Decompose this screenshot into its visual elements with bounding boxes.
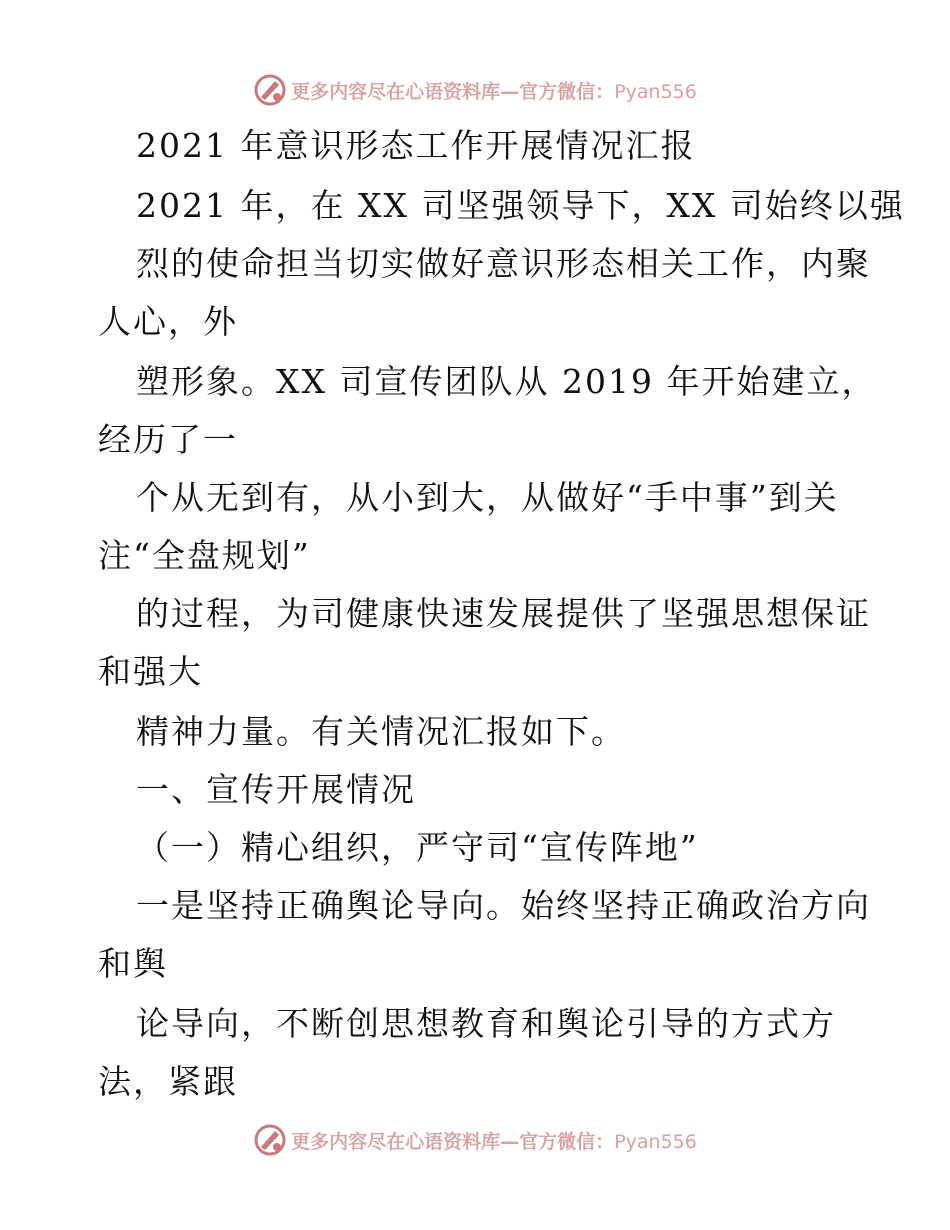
watermark-separator: —官方微信： <box>500 1130 615 1153</box>
paragraph-line: 塑形象。XX 司宣传团队从 2019 年开始建立， <box>136 362 877 401</box>
paragraph-line: 烈的使命担当切实做好意识形态相关工作，内聚 <box>136 244 871 283</box>
watermark-account: Pyan556 <box>614 80 697 103</box>
watermark-title: 更多内容尽在心语资料库 <box>291 80 501 103</box>
paragraph-line: 和强大 <box>98 652 203 691</box>
section-heading: 一、宣传开展情况 <box>136 770 416 809</box>
paragraph-line: 一是坚持正确舆论导向。始终坚持正确政治方向 <box>136 886 871 925</box>
paragraph-line: 2021 年，在 XX 司坚强领导下，XX 司始终以强 <box>136 186 905 225</box>
paragraph-line: 精神力量。有关情况汇报如下。 <box>136 712 626 751</box>
watermark-text <box>291 1127 697 1154</box>
pen-seal-logo-icon <box>253 1123 287 1157</box>
paragraph-line: 个从无到有，从小到大，从做好“手中事”到关 <box>136 478 839 517</box>
paragraph-line: 法，紧跟 <box>98 1062 238 1101</box>
paragraph-line: 经历了一 <box>98 420 238 459</box>
paragraph-line: 论导向，不断创思想教育和舆论引导的方式方 <box>136 1004 836 1043</box>
watermark-separator: —官方微信： <box>500 80 615 103</box>
paragraph-line: 的过程，为司健康快速发展提供了坚强思想保证 <box>136 594 871 633</box>
watermark-account: Pyan556 <box>614 1130 697 1153</box>
paragraph-line: 和舆 <box>98 944 168 983</box>
paragraph-line: 人心，外 <box>98 302 238 341</box>
footer-watermark <box>0 1120 950 1160</box>
document-title: 2021 年意识形态工作开展情况汇报 <box>136 126 696 165</box>
watermark-title: 更多内容尽在心语资料库 <box>291 1130 501 1153</box>
subsection-heading: （一）精心组织，严守司“宣传阵地” <box>136 828 699 867</box>
paragraph-line: 注“全盘规划” <box>98 536 311 575</box>
